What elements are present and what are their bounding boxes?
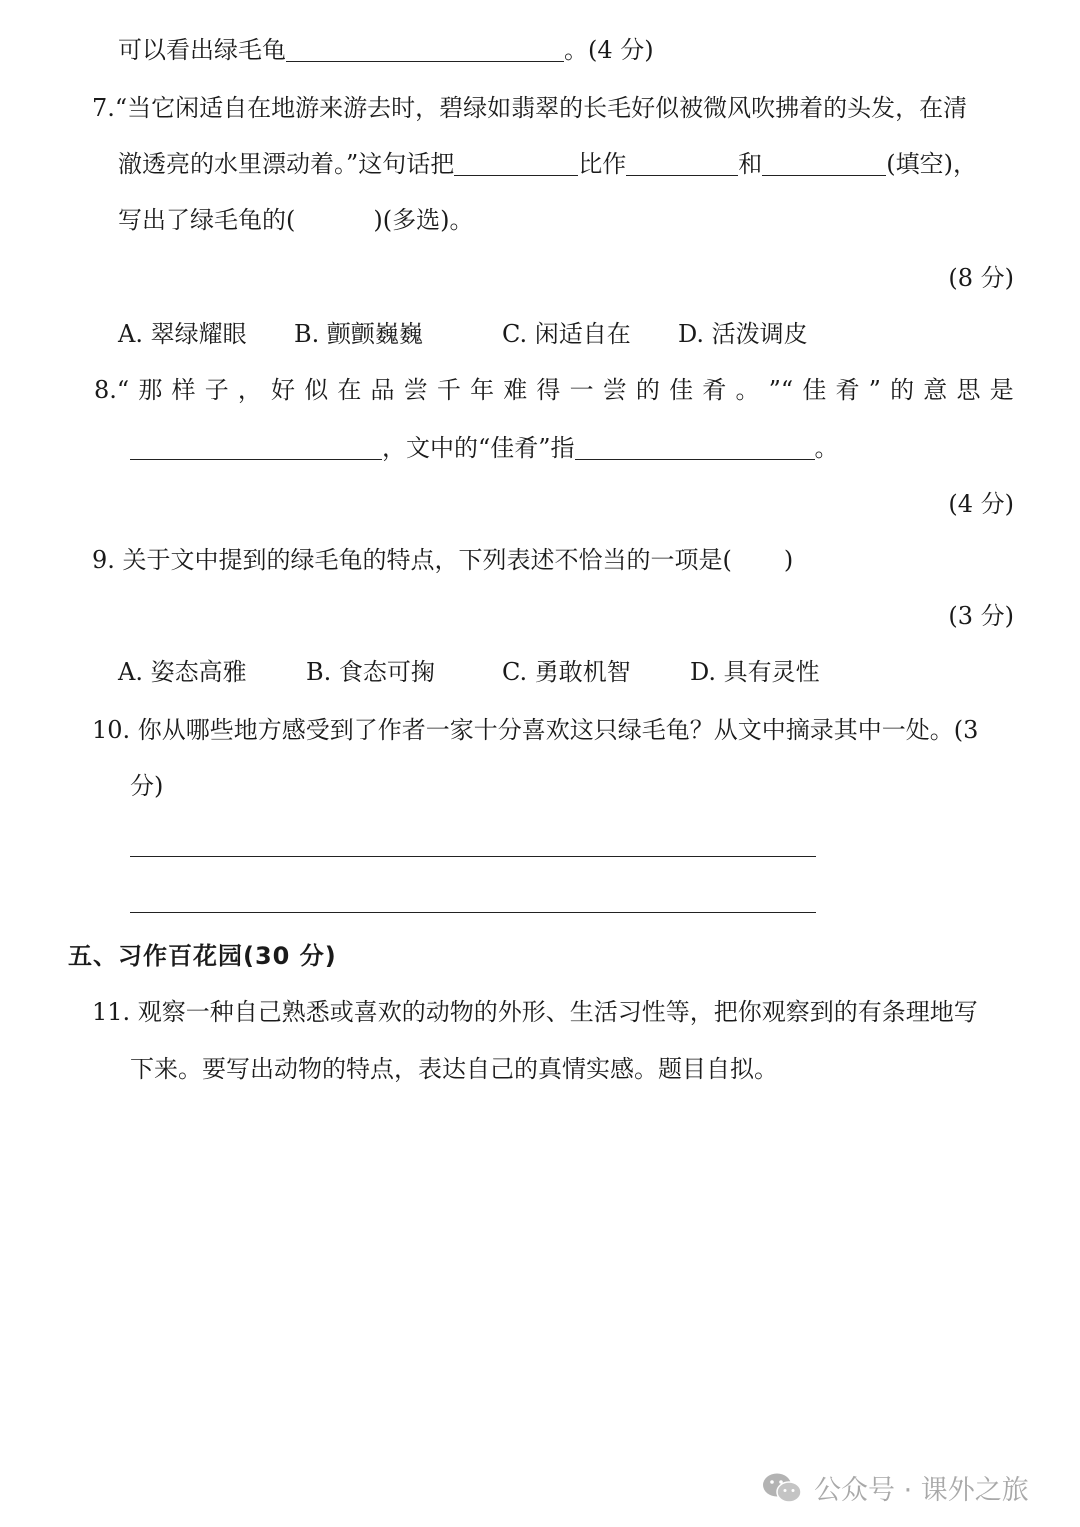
- answer-blank[interactable]: [575, 437, 815, 460]
- q7-option-c[interactable]: C. 闲适自在: [502, 320, 631, 348]
- q9-option-d[interactable]: D. 具有灵性: [690, 658, 820, 686]
- answer-blank[interactable]: [762, 153, 886, 176]
- q9-line1: 9. 关于文中提到的绿毛龟的特点，下列表述不恰当的一项是( ): [92, 546, 794, 574]
- q11-line1: 11. 观察一种自己熟悉或喜欢的动物的外形、生活习性等，把你观察到的有条理地写: [92, 998, 978, 1026]
- answer-blank[interactable]: [454, 153, 578, 176]
- answer-blank[interactable]: [286, 39, 564, 62]
- q10-line2: 分): [130, 772, 164, 800]
- q6-tail: 可以看出绿毛龟 。(4 分): [118, 36, 654, 64]
- q9-score: (3 分): [948, 602, 1014, 630]
- q7-option-b[interactable]: B. 颤颤巍巍: [294, 320, 423, 348]
- q8-line2: ，文中的“佳肴”指 。: [130, 432, 839, 464]
- watermark-text: 公众号 · 课外之旅: [814, 1475, 1029, 1506]
- q7-line2: 澈透亮的水里漂动着。”这句话把 比作 和 (填空)，: [118, 150, 978, 178]
- q7-score: (8 分): [948, 264, 1014, 292]
- q8-score: (4 分): [948, 490, 1014, 518]
- q9-option-c[interactable]: C. 勇敢机智: [502, 658, 631, 686]
- section-title: 五、习作百花园(30 分): [68, 942, 337, 970]
- q7-option-a[interactable]: A. 翠绿耀眼: [118, 320, 247, 348]
- q11-line2: 下来。要写出动物的特点，表达自己的真情实感。题目自拟。: [130, 1055, 778, 1083]
- q9-option-b[interactable]: B. 食态可掬: [306, 658, 435, 686]
- q7-line3: 写出了绿毛龟的( )(多选)。: [118, 206, 474, 234]
- q10-line1: 10. 你从哪些地方感受到了作者一家十分喜欢这只绿毛龟？从文中摘录其中一处。(3: [92, 716, 979, 744]
- wechat-icon: [760, 1471, 804, 1505]
- watermark: [760, 1468, 1029, 1507]
- q7-line1: 7.“当它闲适自在地游来游去时，碧绿如翡翠的长毛好似被微风吹拂着的头发，在清: [92, 94, 968, 122]
- q7-option-d[interactable]: D. 活泼调皮: [678, 320, 808, 348]
- answer-blank[interactable]: [130, 437, 382, 460]
- q9-option-a[interactable]: A. 姿态高雅: [118, 658, 247, 686]
- answer-line[interactable]: [130, 912, 816, 913]
- answer-blank[interactable]: [626, 153, 738, 176]
- q8-line1: 8.“ 那 样 子 ， 好 似 在 品 尝 千 年 难 得 一 尝 的 佳 肴 。 ”“ 佳 肴 ” 的 意 思 是: [94, 376, 1014, 404]
- answer-line[interactable]: [130, 856, 816, 857]
